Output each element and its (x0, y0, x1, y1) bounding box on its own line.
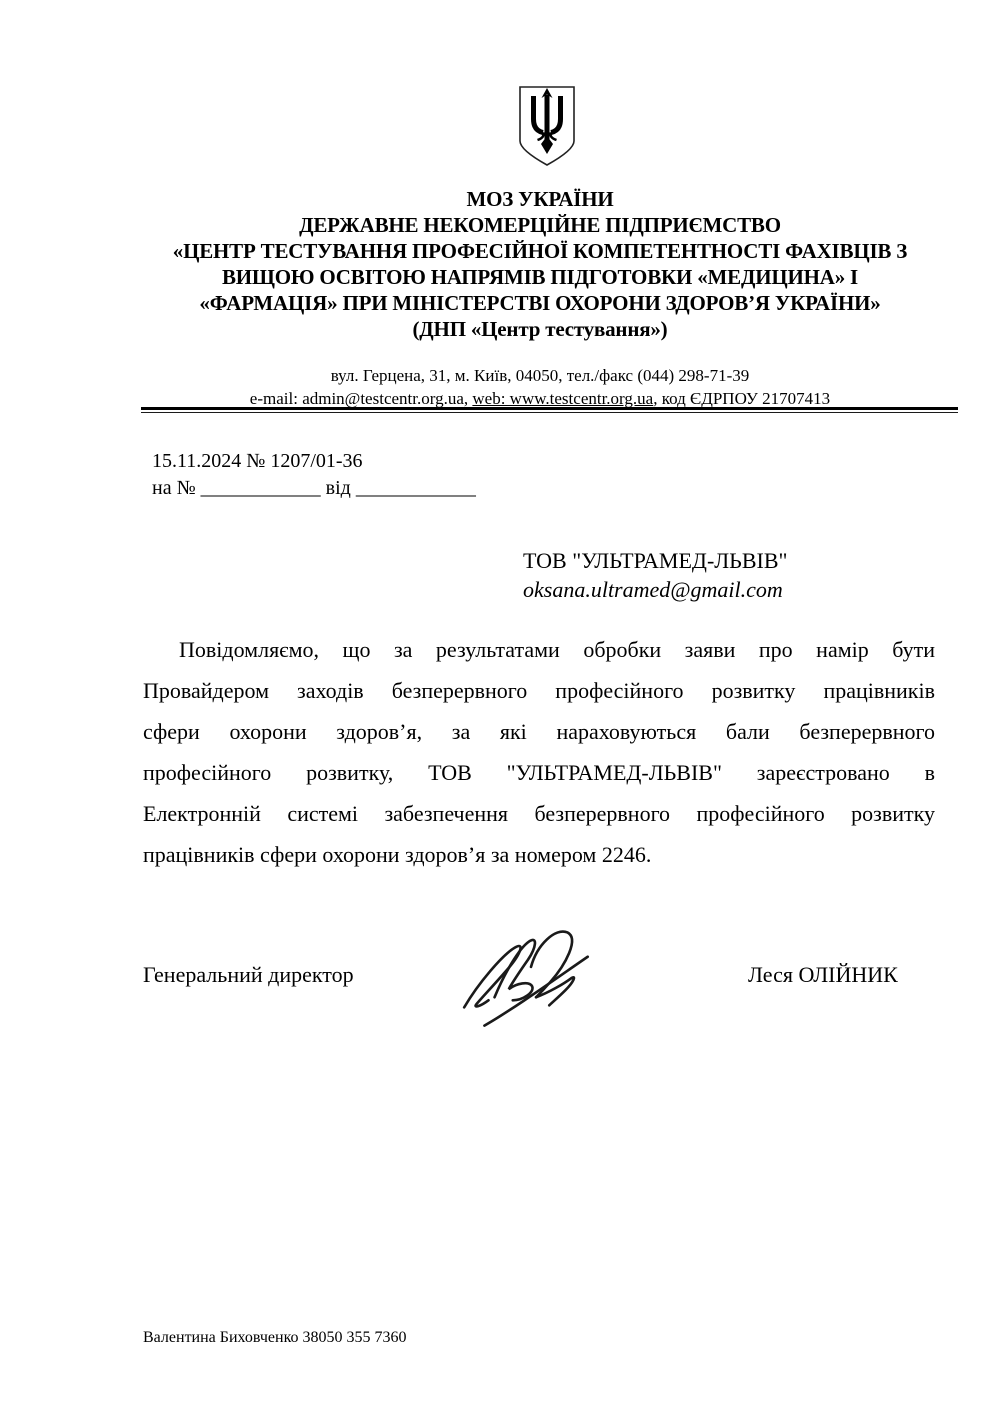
doc-date-number: 15.11.2024 № 1207/01-36 (152, 450, 363, 472)
org-name-line: МОЗ УКРАЇНИ (466, 187, 614, 211)
edrpou-text: , код ЄДРПОУ 21707413 (653, 389, 831, 408)
org-name-line: ВИЩОЮ ОСВІТОЮ НАПРЯМІВ ПІДГОТОВКИ «МЕДИЦИНА» І (221, 265, 859, 289)
body-line: працівників сфери охорони здоров’я за номером 2246. (143, 842, 652, 867)
address-line: вул. Герцена, 31, м. Київ, 04050, тел./факс (044) 298-71-39 (330, 366, 750, 385)
executor-contact: Валентина Биховченко 38050 355 7360 (143, 1329, 407, 1346)
signer-title: Генеральний директор (143, 962, 354, 987)
org-name-line: (ДНП «Центр тестування») (412, 317, 668, 341)
signer-name: Леся ОЛІЙНИК (748, 962, 898, 987)
body-line: Електронній системі забезпечення безперервного професійного розвитку (143, 801, 935, 826)
letterhead-org-block (104, 186, 976, 342)
letter-body (143, 629, 935, 875)
reference-block (152, 448, 476, 502)
handwritten-signature-icon (450, 920, 612, 1034)
ukraine-trident-emblem-icon (516, 84, 578, 168)
reply-reference-line: на № ____________ від ____________ (152, 477, 476, 499)
recipient-email: oksana.ultramed@gmail.com (523, 577, 783, 602)
letterhead-contacts (104, 364, 976, 410)
email-text: e-mail: admin@testcentr.org.ua, (249, 389, 473, 408)
recipient-name: ТОВ "УЛЬТРАМЕД-ЛЬВІВ" (523, 548, 788, 573)
body-line: сфери охорони здоров’я, за які нараховуються бали безперервного (143, 719, 935, 744)
org-name-line: ДЕРЖАВНЕ НЕКОМЕРЦІЙНЕ ПІДПРИЄМСТВО (299, 213, 781, 237)
recipient-block (523, 546, 787, 604)
letterhead-divider (141, 407, 958, 413)
org-name-line: «ЦЕНТР ТЕСТУВАННЯ ПРОФЕСІЙНОЇ КОМПЕТЕНТНОСТІ ФАХІВЦІВ З (172, 239, 908, 263)
org-name-line: «ФАРМАЦІЯ» ПРИ МІНІСТЕРСТВІ ОХОРОНИ ЗДОРОВ’Я УКРАЇНИ» (199, 291, 881, 315)
website-link[interactable]: web: www.testcentr.org.ua (472, 389, 654, 408)
body-line: Повідомляємо, що за результатами обробки заяви про намір бути (179, 637, 935, 662)
body-line: Провайдером заходів безперервного професійного розвитку працівників (143, 678, 935, 703)
body-line: професійного розвитку, ТОВ "УЛЬТРАМЕД-ЛЬВІВ" зареєстровано в (143, 760, 935, 785)
